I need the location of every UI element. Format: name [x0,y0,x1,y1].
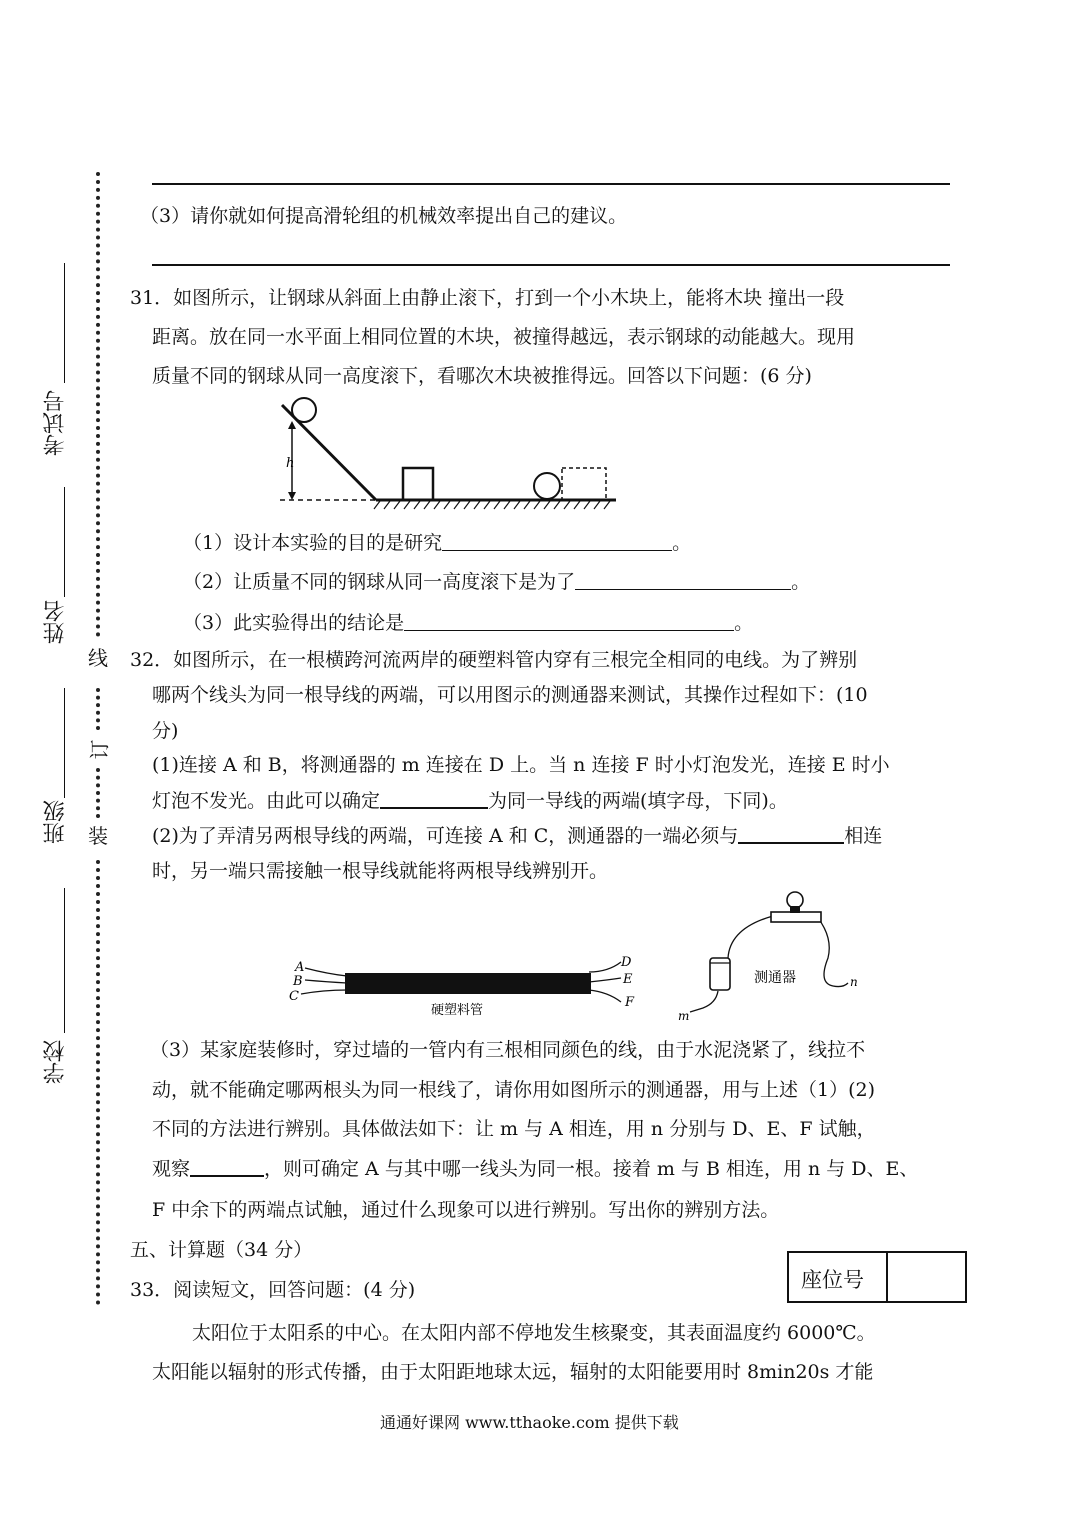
exam-no-fill-line [64,263,65,383]
q31-part1-blank[interactable] [442,532,672,551]
q31-part3-blank[interactable] [404,612,734,631]
seat-number-label: 座位号 [801,1268,864,1292]
tester-figure [668,888,868,1023]
q32-part1-blank[interactable] [380,789,488,809]
q32-part1-line1: (1)连接 A 和 B，将测通器的 m 连接在 D 上。当 n 连接 F 时小灯泡发光，连接 E 时小 [152,754,890,776]
binding-label-ding: 订 [87,739,112,760]
class-label: 班级 [43,800,68,844]
q32-line2: 哪两个线头为同一根导线的两端，可以用图示的测通器来测试，其操作过程如下：(10 [152,684,868,706]
wire-end-F: F [625,995,635,1010]
class-fill-line [64,688,65,798]
q31-part3 [183,610,753,636]
footer-source: 通通好课网 www.tthaoke.com 提供下载 [380,1413,679,1432]
wooden-block-moved [562,468,606,500]
q31-part1-end: 。 [672,532,692,554]
q32-part1-line2 [152,788,788,814]
section5-heading: 五、计算题（34 分） [130,1239,313,1261]
q31-part2-text: （2）让质量不同的钢球从同一高度滚下是为了 [183,571,576,593]
q32-part3-line4 [152,1156,918,1182]
lamp-base [771,912,821,922]
answer-line-top [152,183,950,185]
wire-end-D: D [621,955,632,970]
q31-line1: 31．如图所示，让钢球从斜面上由静止滚下，打到一个小木块上，能将木块 撞出一段 [130,287,845,309]
q33-paragraph-line1: 太阳位于太阳系的中心。在太阳内部不停地发生核聚变，其表面温度约 6000℃。 [192,1322,876,1344]
tester-caption: 测通器 [754,970,796,986]
binding-dotted-line-top [96,172,100,637]
seat-number-field[interactable] [889,1253,965,1301]
q32-part3-line5: F 中余下的两端点试触，通过什么现象可以进行辨别。写出你的辨别方法。 [152,1199,780,1221]
steel-ball-top [292,398,316,422]
tester-end-m: m [678,1009,690,1023]
school-label: 学校 [43,1040,68,1084]
name-label: 姓名 [43,600,68,644]
q33-line1: 33．阅读短文，回答问题：(4 分) [130,1279,416,1301]
name-fill-line [64,487,65,597]
q32-part3-line4-rest: ，则可确定 A 与其中哪一线头为同一根。接着 m 与 B 相连，用 n 与 D、E、 [264,1158,919,1180]
q31-part2 [183,569,810,595]
wooden-block [403,468,433,500]
q32-part3-line3: 不同的方法进行辨别。具体做法如下：让 m 与 A 相连，用 n 分别与 D、E、F 试触， [152,1118,876,1140]
q32-part3-line1: （3）某家庭装修时，穿过墙的一管内有三根相同颜色的线，由于水泥浇紧了，线拉不 [150,1039,866,1061]
q32-part2-blank[interactable] [738,824,844,844]
tester-end-n: n [850,975,858,989]
wire-end-E: E [623,972,633,987]
q31-part3-end: 。 [734,612,754,634]
q32-part3-line2: 动，就不能确定哪两根头为同一根线了，请你用如图所示的测通器，用与上述（1）(2) [152,1079,876,1101]
plastic-pipe-figure [283,950,653,1020]
wire-end-B: B [293,974,303,989]
wire-end-C: C [289,989,299,1004]
q32-part2-line1 [152,823,882,849]
q31-part2-blank[interactable] [575,571,791,590]
binding-label-zhuang: 装 [88,824,108,848]
q32-part3-blank[interactable] [190,1157,264,1177]
q31-line3: 质量不同的钢球从同一高度滚下，看哪次木块被推得远。回答以下问题：(6 分) [152,365,812,387]
q31-part1 [183,530,691,556]
q31-part3-text: （3）此实验得出的结论是 [183,612,405,634]
q31-part1-text: （1）设计本实验的目的是研究 [183,532,443,554]
q30-part3: （3）请你就如何提高滑轮组的机械效率提出自己的建议。 [140,205,628,227]
binding-dotted-line-bottom [96,860,100,1305]
binding-dotted-line-mid2 [96,768,100,818]
q32-part1-end: 为同一导线的两端(填字母，下同)。 [488,790,788,812]
q32-line1: 32．如图所示，在一根横跨河流两岸的硬塑料管内穿有三根完全相同的电线。为了辨别 [130,649,858,671]
q32-part1-text: 灯泡不发光。由此可以确定 [152,790,381,812]
q33-paragraph-line2: 太阳能以辐射的形式传播，由于太阳距地球太远，辐射的太阳能要用时 8min20s 才能 [152,1361,874,1383]
plastic-pipe [345,973,591,994]
binding-dotted-line-mid1 [96,688,100,730]
seat-number-box [787,1251,967,1303]
q32-part3-observe: 观察 [152,1158,191,1180]
q32-part2-text: (2)为了弄清另两根导线的两端，可连接 A 和 C，测通器的一端必须与 [152,825,739,847]
answer-line-q30-3 [152,264,950,266]
q31-line2: 距离。放在同一水平面上相同位置的木块，被撞得越远，表示钢球的动能越大。现用 [152,326,856,348]
wire-end-A: A [295,960,305,975]
q32-line3: 分) [152,720,179,742]
exam-no-label: 考试号 [43,390,68,456]
steel-ball-bottom [534,473,560,499]
q31-part2-end: 。 [791,571,811,593]
height-label-h: h [286,456,295,471]
school-fill-line [64,888,65,1033]
binding-label-xian: 线 [88,646,108,670]
incline-experiment-figure [270,395,630,515]
bulb-icon [787,892,803,908]
q32-part2-line2: 时，另一端只需接触一根导线就能将两根导线辨别开。 [152,860,609,882]
seat-number-divider [886,1253,888,1301]
pipe-caption: 硬塑料管 [431,1003,484,1018]
q32-part2-end: 相连 [844,825,883,847]
